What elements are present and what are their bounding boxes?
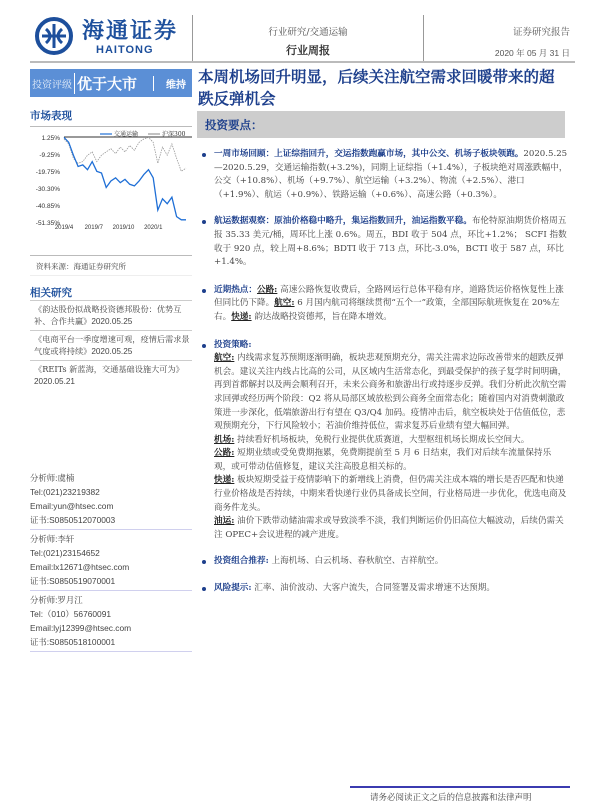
bullet-text: 上海机场、白云机场、春秋航空、吉祥航空。 xyxy=(271,556,444,567)
rating-action: 维持 xyxy=(153,76,186,91)
x-tick-label: 2019/10 xyxy=(112,225,135,230)
topic-label: 快递: xyxy=(214,475,235,486)
bullet-heading: 近期热点： xyxy=(214,284,257,295)
related-item-date: 2020.05.21 xyxy=(34,377,75,386)
topic-label: 机场: xyxy=(214,434,235,445)
haitong-logo-icon xyxy=(34,16,74,56)
analyst-email[interactable]: Email:yun@htsec.com xyxy=(30,501,114,511)
bullet-market-review xyxy=(200,148,568,202)
key-points xyxy=(200,148,568,609)
related-item-date: 2020.05.25 xyxy=(91,347,133,356)
legend-label: 交通运输 xyxy=(114,131,139,138)
report-type: 行业周报 xyxy=(286,44,330,57)
y-tick-label: -40.85% xyxy=(35,203,60,210)
related-research xyxy=(30,285,192,390)
rating-box xyxy=(30,69,192,97)
related-item[interactable] xyxy=(30,330,192,360)
analyst-card xyxy=(30,532,192,591)
bullet-heading: 风险提示: xyxy=(214,583,252,594)
analyst-name: 分析师:李轩 xyxy=(30,534,75,544)
bullet-text: 汇率、油价波动、大客户流失，合同签署及需求增速不达预期。 xyxy=(254,583,495,594)
series-line-csi300 xyxy=(64,137,186,171)
topic-label: 航空: xyxy=(214,353,235,364)
analyst-name: 分析师:虞楠 xyxy=(30,473,75,483)
bullet-heading: 一周市场回顾：上证综指回升，交运指数跑赢市场，其中公交、机场子板块领跑。 xyxy=(214,149,524,159)
analyst-email[interactable]: Email:lx12671@htsec.com xyxy=(30,562,130,572)
y-tick-label: -30.30% xyxy=(35,186,60,193)
doc-type: 证券研究报告 xyxy=(512,27,570,38)
bullet-text: 板块短期受益于疫情影响下的新增线上消费，但仍需关注成本端的增长是否匹配和快递行业价格战是否持续，中期来看快递行业仍具备成长空间，行业格局进一步优化，优选电商及商务件龙头。 xyxy=(214,475,567,513)
page-title: 本周机场回升明显，后续关注航空需求回暖带来的超跌反弹机会 xyxy=(198,67,555,108)
bullet-text: 6 月国内航司将继续贯彻“五个一”政策，全部国际航班恢复在 20%左右。 xyxy=(214,298,560,322)
logo xyxy=(34,14,184,60)
rating-label: 投资评级 xyxy=(32,79,72,91)
rating-value: 优于大市 xyxy=(74,73,137,94)
analyst-email[interactable]: Email:lyj12399@htsec.com xyxy=(30,623,132,633)
bullet-hot-topics xyxy=(200,284,568,325)
related-item-title: 《电商平台一季度增速可观，疫情后需求景气度或将持续》 xyxy=(34,334,190,356)
divider xyxy=(30,126,192,127)
bullet-text: 2020.5.25—2020.5.29，交通运输指数(+3.2%)，同期上证综指（+1.4%），子板块绝对周涨跌幅中，公交（+10.8%）、机场（+9.7%）、航空运输（+3.2%）、物流（+2.5%）、港口（+1.9%）、航运（+0.9%）、铁路运输（+0.6%）、高速公路（+0.3%）。 xyxy=(214,149,568,200)
report-date: 2020 年 05 月 31 日 xyxy=(494,48,570,58)
bullet-heading: 投资策略: xyxy=(214,339,252,350)
footer-disclaimer: 请务必阅读正文之后的信息披露和法律声明 xyxy=(370,793,532,803)
divider xyxy=(30,255,192,256)
series-line-transport xyxy=(64,137,186,219)
bullet-text: 持续看好机场板块，免税行业提供优质赛道，大型枢纽机场长期成长空间大。 xyxy=(237,434,530,445)
topic-label: 公路: xyxy=(214,448,235,459)
analyst-tel: Tel:(021)23219382 xyxy=(30,487,100,497)
related-title: 相关研究 xyxy=(30,287,72,299)
market-title: 市场表现 xyxy=(30,110,72,122)
analyst-card xyxy=(30,593,192,652)
topic-label: 航空: xyxy=(274,298,295,309)
chart-source: 资料来源：海通证券研究所 xyxy=(36,262,126,271)
analyst-cert: 证书:S0850512070003 xyxy=(30,515,116,525)
related-item-title: 《韵达股份拟战略投资德邦股份：优势互补、合作共赢》 xyxy=(34,304,182,326)
y-tick-label: -19.75% xyxy=(35,169,60,176)
analyst-card xyxy=(30,471,192,530)
bullet-text: 油价下跌带动储油需求或导致淡季不淡，我们判断运价仍旧高位大幅波动，后续仍需关注 OPEC+会议进程的减产进度。 xyxy=(214,516,564,540)
y-tick-label: -51.35% xyxy=(35,220,60,227)
logo-cn: 海通证券 xyxy=(82,18,179,44)
logo-en: HAITONG xyxy=(96,44,154,56)
footer-rule xyxy=(350,786,570,788)
analyst-name: 分析师:罗月江 xyxy=(30,595,83,605)
topic-label: 快递: xyxy=(231,311,252,322)
header-rule xyxy=(30,61,575,63)
market-chart xyxy=(28,130,194,230)
related-item-date: 2020.05.25 xyxy=(91,317,133,326)
topic-label: 油运: xyxy=(214,516,235,527)
bullet-heading: 投资组合推荐: xyxy=(214,556,269,567)
x-tick-label: 2019/7 xyxy=(84,225,103,230)
y-tick-label: 1.25% xyxy=(41,135,60,142)
related-item-title: 《REITs 新蓝海，交通基础设施大可为》 xyxy=(34,364,184,374)
bullet-heading: 航运数据观察：原油价格稳中略升，集运指数回升，油运指数平稳。 xyxy=(214,216,472,227)
bullet-text: 韵达战略投资德邦，旨在降本增效。 xyxy=(254,311,392,322)
bullet-text: 高速公路恢复收费后，全路网运行总体平稳有序，道路货运价格恢复性上涨但同比仍下降。 xyxy=(214,284,564,309)
divider xyxy=(30,275,192,276)
x-tick-label: 2020/1 xyxy=(144,225,163,230)
x-tick-label: 2019/4 xyxy=(54,225,74,230)
analyst-tel: Tel:（010）56760091 xyxy=(30,609,112,619)
analyst-tel: Tel:(021)23154652 xyxy=(30,548,100,558)
bullet-text: 短期业绩或受免费期拖累，免费期提前至 5 月 6 日结束，我们对后续车流量保持乐观，或可带动估值修复，建议关注高股息相关标的。 xyxy=(214,448,552,472)
bullet-risk xyxy=(200,582,568,596)
bullet-strategy xyxy=(200,339,568,543)
analyst-cert: 证书:S0850519070001 xyxy=(30,576,116,586)
key-points-header: 投资要点： xyxy=(197,111,565,138)
related-item[interactable] xyxy=(30,300,192,330)
report-category: 行业研究/交通运输 xyxy=(268,27,348,38)
y-tick-label: -9.25% xyxy=(39,152,60,159)
legend-label: 沪深300 xyxy=(162,131,186,138)
bullet-text: 内线需求复苏预期逐渐明确，板块悲观预期充分，需关注需求边际改善带来的超跌反弹机会。建议关注内线占比高的公司，从区域内生活常态化，到最受保护的孩子复学时间明确，再到首都解封以及两会顺利召开，未来公商务和旅游出行或持逐步反弹。我们分析此次航空需求回弹或经历两个阶段：Q2 将从局部区域放松到公商务全面常态化；随着国内对消费刺激政策进一步深化，低端旅游出行有望在 Q3/Q4 加码。疫情冲击后，航空板块处于估值低位，悲观预期充分，下行风险较小；若油价维持低位，需求复苏后业绩有望大幅回弹。 xyxy=(214,353,567,432)
bullet-text: 布伦特原油期货价格周五报 35.33 美元/桶，周环比上涨 0.6%。周五，BDI 收于 504 点，环比+1.2%； SCFI 指数收于 920 点，较上周+8.6%；BDTI 收于 713 点，环比-3.0%，BCTI 收于 587 点，环比+1.4%。 xyxy=(214,216,567,268)
analyst-cert: 证书:S0850518100001 xyxy=(30,637,116,647)
analysts xyxy=(30,471,192,654)
bullet-shipping-data xyxy=(200,215,568,269)
bullet-portfolio xyxy=(200,555,568,569)
related-item[interactable] xyxy=(30,360,192,390)
topic-label: 公路: xyxy=(256,284,278,295)
